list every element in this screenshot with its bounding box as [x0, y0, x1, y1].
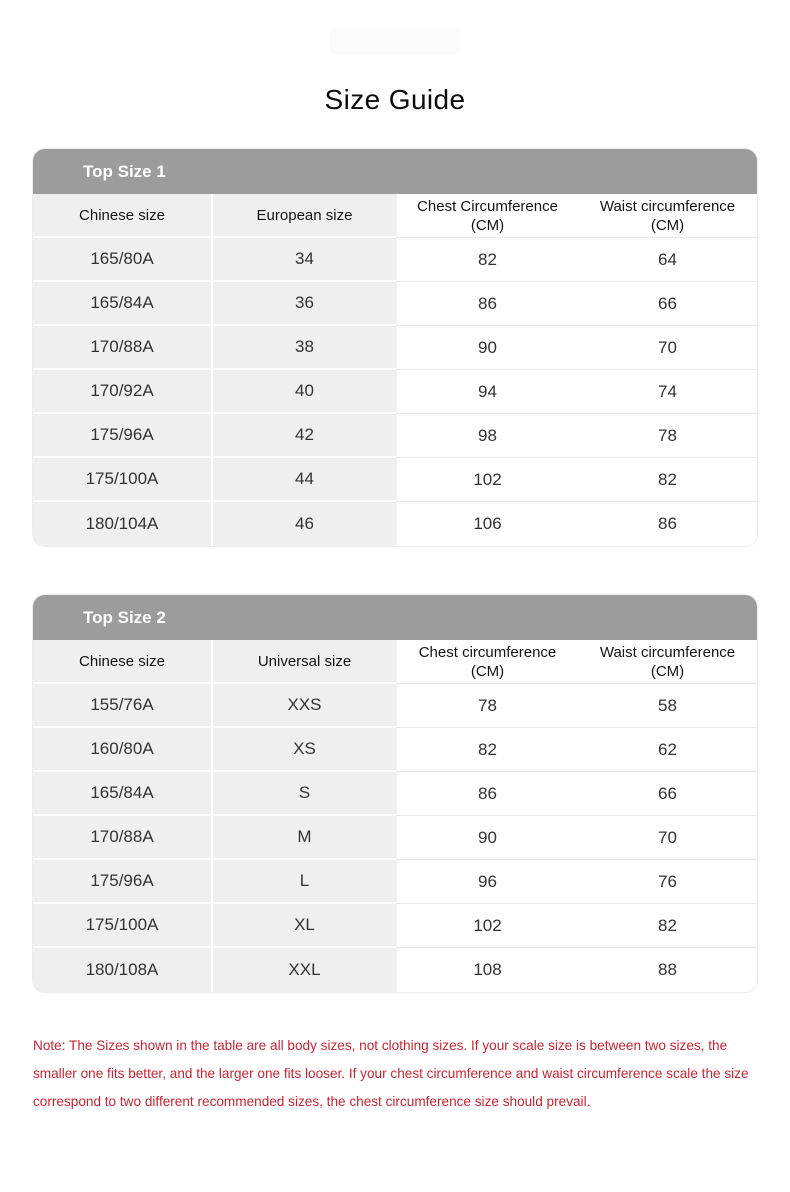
size-table-grid — [33, 194, 757, 546]
cell-chinese-size: 175/96A — [33, 414, 211, 458]
cell-european-size: 36 — [211, 282, 396, 326]
cell-waist-circumference: 76 — [578, 860, 757, 904]
cell-european-size: 44 — [211, 458, 396, 502]
column-header-universal-size: Universal size — [211, 640, 396, 684]
top-size-2-table — [33, 595, 757, 992]
cell-chest-circumference: 102 — [396, 904, 578, 948]
table-title-bar — [33, 149, 757, 194]
cell-chest-circumference: 94 — [396, 370, 578, 414]
cell-waist-circumference: 70 — [578, 816, 757, 860]
cell-waist-circumference: 88 — [578, 948, 757, 992]
table-row — [33, 948, 757, 992]
table-title-bar — [33, 595, 757, 640]
top-size-1-table — [33, 149, 757, 546]
cell-universal-size: M — [211, 816, 396, 860]
table-header-row — [33, 640, 757, 684]
cell-waist-circumference: 58 — [578, 684, 757, 728]
cell-chest-circumference: 82 — [396, 728, 578, 772]
cell-european-size: 34 — [211, 238, 396, 282]
cell-chinese-size: 180/104A — [33, 502, 211, 546]
cell-universal-size: S — [211, 772, 396, 816]
cell-chinese-size: 170/88A — [33, 816, 211, 860]
cell-chest-circumference: 98 — [396, 414, 578, 458]
table-header-row — [33, 194, 757, 238]
cell-universal-size: XL — [211, 904, 396, 948]
size-note: Note: The Sizes shown in the table are all body sizes, not clothing sizes. If your scale size is between two sizes, the smaller one fits better, and the larger one fits looser. If your chest circumference and waist circumference scale the size correspond to two different recommended sizes, the chest circumference size should prevail. — [33, 1038, 749, 1109]
cell-chest-circumference: 102 — [396, 458, 578, 502]
column-header-chest-circumference: Chest circumference (CM) — [396, 640, 578, 684]
column-header-chinese-size: Chinese size — [33, 194, 211, 238]
cell-chinese-size: 170/92A — [33, 370, 211, 414]
cell-chinese-size: 165/84A — [33, 772, 211, 816]
column-header-european-size: European size — [211, 194, 396, 238]
table-row — [33, 816, 757, 860]
cell-chinese-size: 175/96A — [33, 860, 211, 904]
table-title: Top Size 2 — [83, 608, 166, 627]
table-row — [33, 458, 757, 502]
cell-waist-circumference: 66 — [578, 282, 757, 326]
table-title: Top Size 1 — [83, 162, 166, 181]
cell-chinese-size: 165/84A — [33, 282, 211, 326]
cell-waist-circumference: 70 — [578, 326, 757, 370]
cell-chest-circumference: 106 — [396, 502, 578, 546]
cell-waist-circumference: 62 — [578, 728, 757, 772]
column-header-chinese-size: Chinese size — [33, 640, 211, 684]
table-row — [33, 860, 757, 904]
cell-waist-circumference: 78 — [578, 414, 757, 458]
cell-waist-circumference: 82 — [578, 458, 757, 502]
table-row — [33, 728, 757, 772]
cell-chinese-size: 155/76A — [33, 684, 211, 728]
page-title: Size Guide — [324, 84, 466, 115]
table-row — [33, 502, 757, 546]
cell-european-size: 42 — [211, 414, 396, 458]
cell-chinese-size: 170/88A — [33, 326, 211, 370]
cell-chinese-size: 175/100A — [33, 458, 211, 502]
column-header-waist-circumference: Waist circumference (CM) — [578, 640, 757, 684]
cell-chest-circumference: 108 — [396, 948, 578, 992]
cell-european-size: 40 — [211, 370, 396, 414]
cell-chest-circumference: 96 — [396, 860, 578, 904]
cell-waist-circumference: 66 — [578, 772, 757, 816]
cell-waist-circumference: 86 — [578, 502, 757, 546]
column-header-waist-circumference: Waist circumference (CM) — [578, 194, 757, 238]
cell-chinese-size: 175/100A — [33, 904, 211, 948]
table-row — [33, 414, 757, 458]
table-row — [33, 904, 757, 948]
cell-chest-circumference: 86 — [396, 282, 578, 326]
size-guide-page — [0, 28, 790, 1116]
size-table-grid — [33, 640, 757, 992]
table-row — [33, 370, 757, 414]
cell-waist-circumference: 74 — [578, 370, 757, 414]
cell-chest-circumference: 78 — [396, 684, 578, 728]
cell-chest-circumference: 82 — [396, 238, 578, 282]
cell-european-size: 46 — [211, 502, 396, 546]
table-row — [33, 326, 757, 370]
table-row — [33, 282, 757, 326]
cell-chinese-size: 160/80A — [33, 728, 211, 772]
cell-waist-circumference: 64 — [578, 238, 757, 282]
cell-chinese-size: 165/80A — [33, 238, 211, 282]
cell-chest-circumference: 90 — [396, 326, 578, 370]
cell-waist-circumference: 82 — [578, 904, 757, 948]
cell-chest-circumference: 90 — [396, 816, 578, 860]
table-row — [33, 772, 757, 816]
cell-universal-size: XXS — [211, 684, 396, 728]
table-row — [33, 684, 757, 728]
table-row — [33, 238, 757, 282]
cell-universal-size: XXL — [211, 948, 396, 992]
cell-universal-size: XS — [211, 728, 396, 772]
column-header-chest-circumference: Chest Circumference (CM) — [396, 194, 578, 238]
cell-universal-size: L — [211, 860, 396, 904]
cell-chest-circumference: 86 — [396, 772, 578, 816]
cell-european-size: 38 — [211, 326, 396, 370]
cell-chinese-size: 180/108A — [33, 948, 211, 992]
